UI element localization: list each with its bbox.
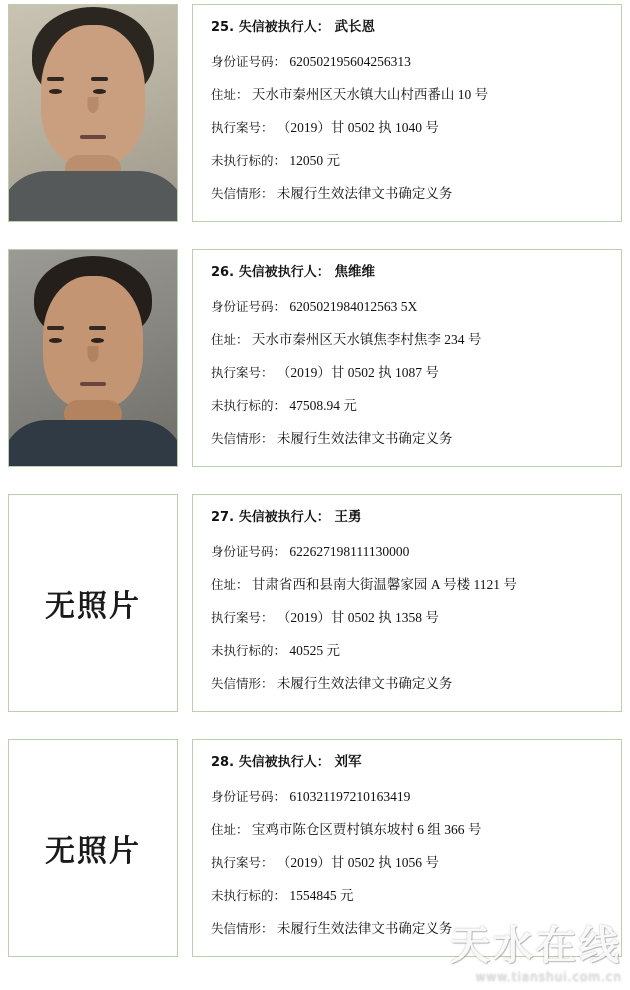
value-situation: 未履行生效法律文书确定义务 <box>276 675 453 691</box>
label-case: 执行案号： <box>211 855 274 870</box>
entry-case-row <box>211 855 611 872</box>
label-case: 执行案号： <box>211 610 274 625</box>
value-case: （2019）甘 0502 执 1087 号 <box>276 365 439 380</box>
value-case: （2019）甘 0502 执 1358 号 <box>276 610 439 625</box>
label-amount: 未执行标的： <box>211 397 287 413</box>
label-amount: 未执行标的： <box>211 152 287 168</box>
label-address: 住址： <box>211 332 249 348</box>
entry-name-row <box>211 19 611 36</box>
value-id: 620502195604256313 <box>289 54 411 70</box>
list-item <box>8 249 622 467</box>
value-address: 天水市秦州区天水镇焦李村焦李 234 号 <box>251 332 482 348</box>
label-address: 住址： <box>211 822 249 838</box>
entry-situation-row <box>211 921 611 938</box>
entry-id-row <box>211 789 611 806</box>
value-amount: 40525 元 <box>289 642 341 658</box>
value-id: 622627198111130000 <box>289 544 410 560</box>
label-name: 失信被执行人： <box>238 265 330 280</box>
info-cell <box>192 739 622 957</box>
entry-address-row <box>211 822 611 839</box>
entry-id-row <box>211 544 611 561</box>
list-item <box>8 4 622 222</box>
value-situation: 未履行生效法律文书确定义务 <box>276 920 453 936</box>
entry-case-row <box>211 610 611 627</box>
label-amount: 未执行标的： <box>211 642 287 658</box>
label-situation: 失信情形： <box>211 185 274 201</box>
entry-situation-row <box>211 676 611 693</box>
info-cell <box>192 249 622 467</box>
value-case: （2019）甘 0502 执 1040 号 <box>276 120 439 135</box>
entry-index: 26. <box>211 265 235 280</box>
label-id: 身份证号码： <box>211 54 287 70</box>
value-case: （2019）甘 0502 执 1056 号 <box>276 855 439 870</box>
value-id: 610321197210163419 <box>289 789 411 805</box>
entry-amount-row <box>211 398 611 415</box>
photo-cell <box>8 249 178 467</box>
photo-cell <box>8 494 178 712</box>
label-name: 失信被执行人： <box>238 755 330 770</box>
list-item <box>8 739 622 957</box>
entry-name-row <box>211 509 611 526</box>
entry-name-row <box>211 754 611 771</box>
label-address: 住址： <box>211 577 249 593</box>
value-address: 甘肃省西和县南大街温馨家园 A 号楼 1121 号 <box>251 577 517 593</box>
value-name: 王勇 <box>334 509 362 525</box>
entry-index: 27. <box>211 510 235 525</box>
entry-situation-row <box>211 431 611 448</box>
watermark-title: 天水在线 <box>450 923 622 969</box>
entry-id-row <box>211 54 611 71</box>
value-situation: 未履行生效法律文书确定义务 <box>276 185 453 201</box>
entry-amount-row <box>211 643 611 660</box>
label-name: 失信被执行人： <box>238 510 330 525</box>
portrait-photo <box>9 250 177 466</box>
value-address: 宝鸡市陈仓区贾村镇东坡村 6 组 366 号 <box>251 822 482 838</box>
info-cell <box>192 4 622 222</box>
entry-case-row <box>211 120 611 137</box>
no-photo-label: 无照片 <box>45 834 141 869</box>
label-case: 执行案号： <box>211 365 274 380</box>
entry-amount-row <box>211 888 611 905</box>
entry-index: 28. <box>211 755 235 770</box>
value-name: 武长恩 <box>334 19 375 35</box>
value-amount: 12050 元 <box>289 152 341 168</box>
label-situation: 失信情形： <box>211 675 274 691</box>
value-amount: 1554845 元 <box>289 887 354 903</box>
value-address: 天水市秦州区天水镇大山村西番山 10 号 <box>251 87 489 103</box>
photo-cell <box>8 739 178 957</box>
value-amount: 47508.94 元 <box>289 397 357 413</box>
label-id: 身份证号码： <box>211 299 287 315</box>
label-name: 失信被执行人： <box>238 20 330 35</box>
list-item <box>8 494 622 712</box>
label-case: 执行案号： <box>211 120 274 135</box>
label-situation: 失信情形： <box>211 920 274 936</box>
watermark-url: www.tianshui.com.cn <box>475 970 622 984</box>
value-situation: 未履行生效法律文书确定义务 <box>276 430 453 446</box>
label-address: 住址： <box>211 87 249 103</box>
label-situation: 失信情形： <box>211 430 274 446</box>
entry-case-row <box>211 365 611 382</box>
entry-amount-row <box>211 153 611 170</box>
info-cell <box>192 494 622 712</box>
entry-address-row <box>211 87 611 104</box>
label-amount: 未执行标的： <box>211 887 287 903</box>
entry-address-row <box>211 577 611 594</box>
label-id: 身份证号码： <box>211 789 287 805</box>
value-name: 刘军 <box>334 754 362 770</box>
entry-situation-row <box>211 186 611 203</box>
value-id: 6205021984012563 5X <box>289 299 418 315</box>
value-name: 焦维维 <box>334 264 375 280</box>
label-id: 身份证号码： <box>211 544 287 560</box>
entry-name-row <box>211 264 611 281</box>
photo-cell <box>8 4 178 222</box>
no-photo-label: 无照片 <box>45 589 141 624</box>
entry-id-row <box>211 299 611 316</box>
entry-index: 25. <box>211 20 235 35</box>
entry-address-row <box>211 332 611 349</box>
portrait-photo <box>9 5 177 221</box>
